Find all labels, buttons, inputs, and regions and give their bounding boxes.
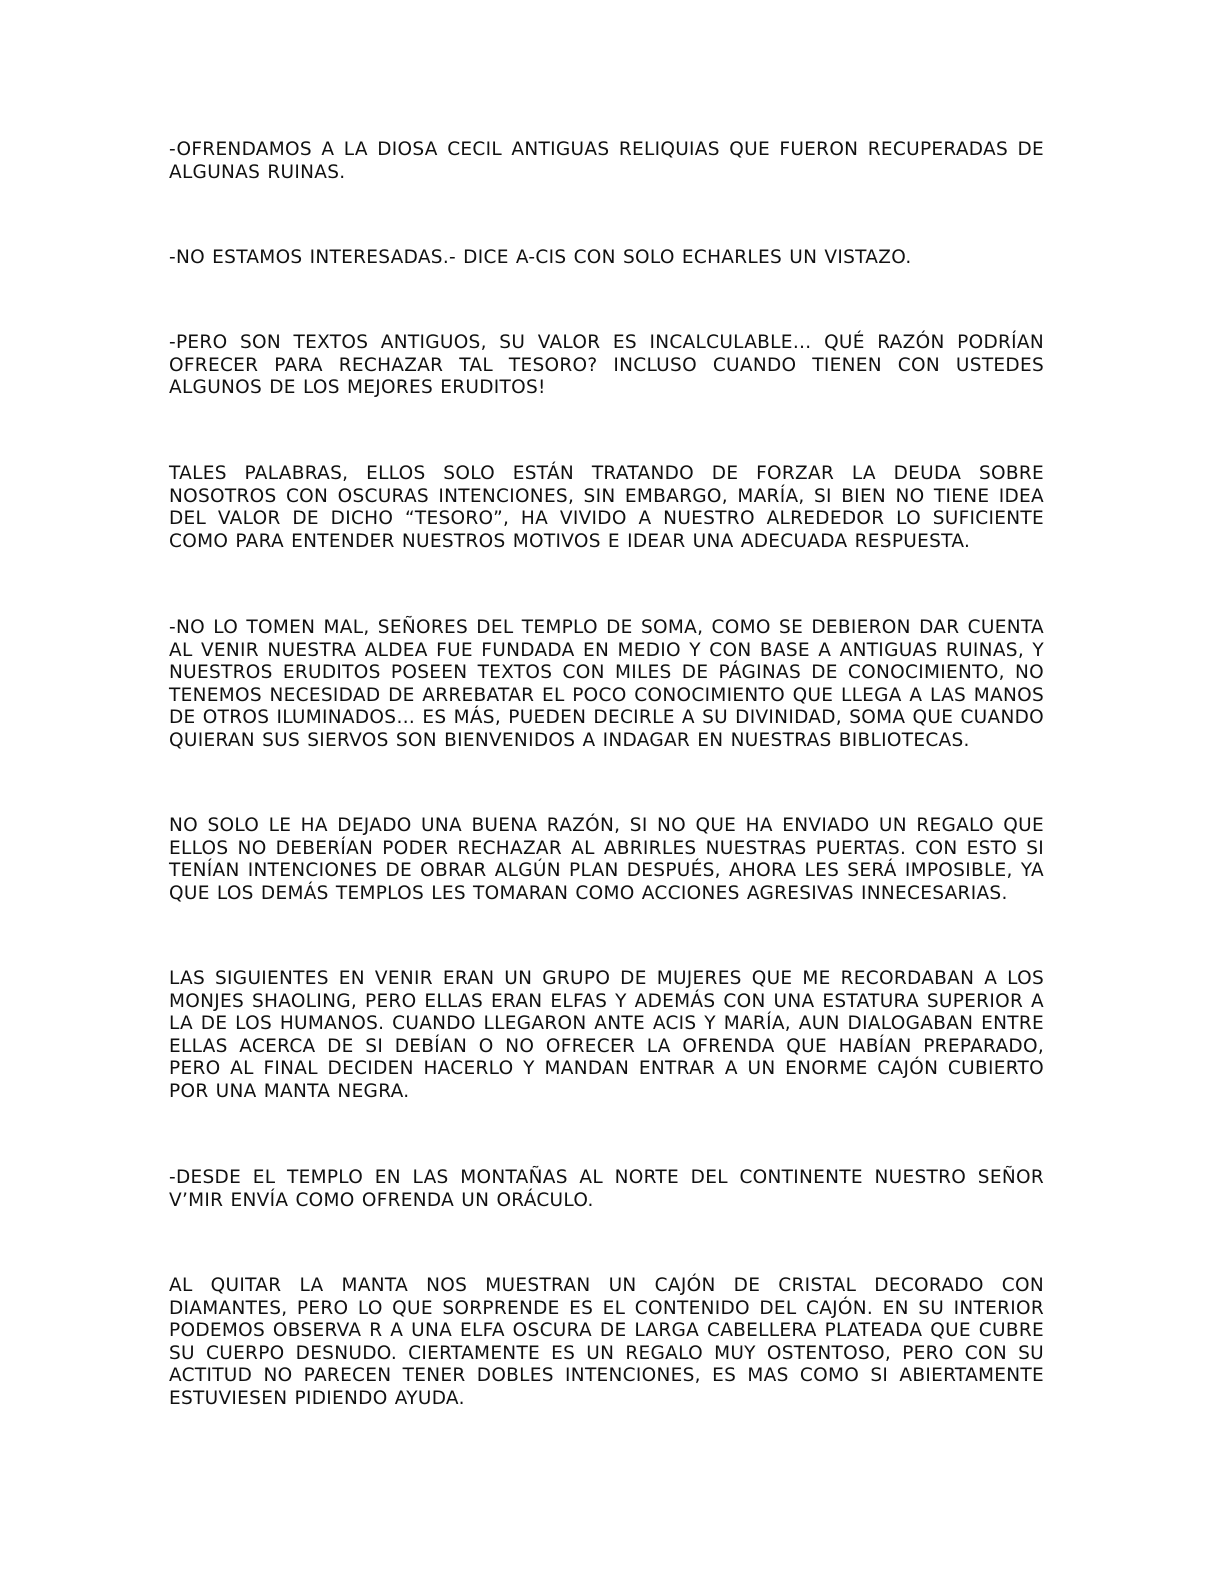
paragraph-9: AL QUITAR LA MANTA NOS MUESTRAN UN CAJÓN DE CRISTAL DECORADO CON DIAMANTES, PERO LO QUE SORPRENDE ES EL CONTENIDO DEL CAJÓN. EN SU INTERIOR PODEMOS OBSERVA R A UNA ELFA OSCURA DE LARGA CABELLERA PLATEADA QUE CUBRE SU CUERPO DESNUDO. CIERTAMENTE ES UN REGALO MUY OSTENTOSO, PERO CON SU ACTITUD NO PARECEN TENER DOBLES INTENCIONES, ES MAS COMO SI ABIERTAMENTE ESTUVIESEN PIDIENDO AYUDA. (169, 1275, 1044, 1409)
paragraph-3: -PERO SON TEXTOS ANTIGUOS, SU VALOR ES INCALCULABLE… QUÉ RAZÓN PODRÍAN OFRECER PARA RECHAZAR TAL TESORO? INCLUSO CUANDO TIENEN CON USTEDES ALGUNOS DE LOS MEJORES ERUDITOS! (169, 332, 1044, 399)
paragraph-7: LAS SIGUIENTES EN VENIR ERAN UN GRUPO DE MUJERES QUE ME RECORDABAN A LOS MONJES SHAOLING, PERO ELLAS ERAN ELFAS Y ADEMÁS CON UNA ESTATURA SUPERIOR A LA DE LOS HUMANOS. CUANDO LLEGARON ANTE ACIS Y MARÍA, AUN DIALOGABAN ENTRE ELLAS ACERCA DE SI DEBÍAN O NO OFRECER LA OFRENDA QUE HABÍAN PREPARADO, PERO AL FINAL DECIDEN HACERLO Y MANDAN ENTRAR A UN ENORME CAJÓN CUBIERTO POR UNA MANTA NEGRA. (169, 968, 1044, 1102)
paragraph-4: TALES PALABRAS, ELLOS SOLO ESTÁN TRATANDO DE FORZAR LA DEUDA SOBRE NOSOTROS CON OSCURAS INTENCIONES, SIN EMBARGO, MARÍA, SI BIEN NO TIENE IDEA DEL VALOR DE DICHO “TESORO”, HA VIVIDO A NUESTRO ALREDEDOR LO SUFICIENTE COMO PARA ENTENDER NUESTROS MOTIVOS E IDEAR UNA ADECUADA RESPUESTA. (169, 463, 1044, 552)
paragraph-1: -OFRENDAMOS A LA DIOSA CECIL ANTIGUAS RELIQUIAS QUE FUERON RECUPERADAS DE ALGUNAS RUINAS. (169, 139, 1044, 183)
paragraph-6: NO SOLO LE HA DEJADO UNA BUENA RAZÓN, SI NO QUE HA ENVIADO UN REGALO QUE ELLOS NO DEBERÍAN PODER RECHAZAR AL ABRIRLES NUESTRAS PUERTAS. CON ESTO SI TENÍAN INTENCIONES DE OBRAR ALGÚN PLAN DESPUÉS, AHORA LES SERÁ IMPOSIBLE, YA QUE LOS DEMÁS TEMPLOS LES TOMARAN COMO ACCIONES AGRESIVAS INNECESARIAS. (169, 815, 1044, 904)
paragraph-8: -DESDE EL TEMPLO EN LAS MONTAÑAS AL NORTE DEL CONTINENTE NUESTRO SEÑOR V’MIR ENVÍA COMO OFRENDA UN ORÁCULO. (169, 1167, 1044, 1211)
paragraph-2: -NO ESTAMOS INTERESADAS.- DICE A-CIS CON SOLO ECHARLES UN VISTAZO. (169, 247, 912, 268)
paragraph-5: -NO LO TOMEN MAL, SEÑORES DEL TEMPLO DE SOMA, COMO SE DEBIERON DAR CUENTA AL VENIR NUESTRA ALDEA FUE FUNDADA EN MEDIO Y CON BASE A ANTIGUAS RUINAS, Y NUESTROS ERUDITOS POSEEN TEXTOS CON MILES DE PÁGINAS DE CONOCIMIENTO, NO TENEMOS NECESIDAD DE ARREBATAR EL POCO CONOCIMIENTO QUE LLEGA A LAS MANOS DE OTROS ILUMINADOS… ES MÁS, PUEDEN DECIRLE A SU DIVINIDAD, SOMA QUE CUANDO QUIERAN SUS SIERVOS SON BIENVENIDOS A INDAGAR EN NUESTRAS BIBLIOTECAS. (169, 617, 1044, 751)
